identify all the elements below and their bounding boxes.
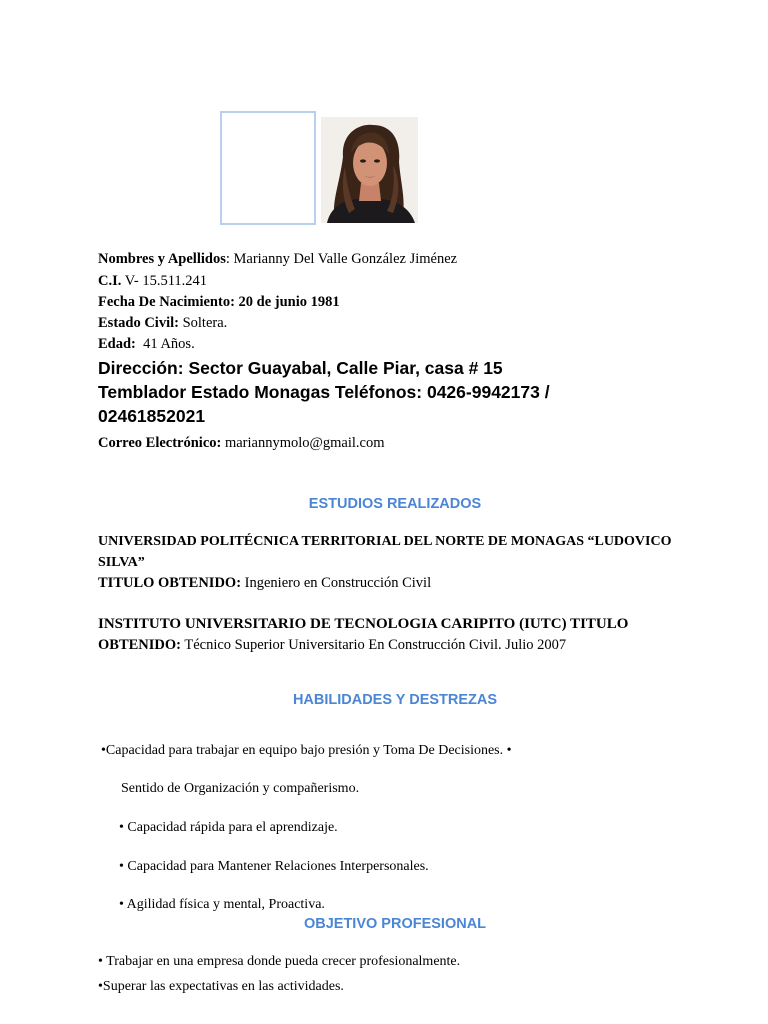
- objective-item: • Trabajar en una empresa donde pueda crecer profesionalmente.: [98, 954, 461, 969]
- ci-label: C.I.: [98, 273, 122, 289]
- institute-title-line: [98, 635, 566, 656]
- address-line-2: Temblador Estado Monagas Teléfonos: 0426-9942173 /: [98, 382, 550, 402]
- institute-title-label: OBTENIDO:: [98, 637, 181, 653]
- skill-item: • Capacidad para Mantener Relaciones Interpersonales.: [119, 859, 429, 874]
- photo-frame: [220, 111, 316, 225]
- email-line: [98, 433, 385, 454]
- portrait-image: [321, 117, 418, 223]
- address-line-3: 02461852021: [98, 406, 206, 426]
- name-line: [98, 249, 457, 270]
- ci-value: V- 15.511.241: [121, 273, 208, 289]
- birth-label: Fecha De Nacimiento:: [98, 294, 235, 310]
- institute-line-1: INSTITUTO UNIVERSITARIO DE TECNOLOGIA CARIPITO (IUTC) TITULO: [98, 616, 629, 632]
- birth-value: 20 de junio 1981: [234, 294, 340, 310]
- age-line: [98, 334, 195, 355]
- birth-line: [98, 292, 340, 313]
- university-title-value: Ingeniero en Construcción Civil: [241, 575, 432, 591]
- university-title-label: TITULO OBTENIDO:: [98, 575, 242, 591]
- skill-item: •Capacidad para trabajar en equipo bajo presión y Toma De Decisiones. •: [101, 743, 512, 758]
- university-line-1: UNIVERSIDAD POLITÉCNICA TERRITORIAL DEL NORTE DE MONAGAS “LUDOVICO: [98, 534, 672, 549]
- name-value: : Marianny Del Valle González Jiménez: [225, 251, 458, 267]
- civil-label: Estado Civil:: [98, 315, 179, 331]
- objective-heading: OBJETIVO PROFESIONAL: [303, 916, 487, 932]
- skill-item: • Agilidad física y mental, Proactiva.: [119, 897, 325, 912]
- civil-value: Soltera.: [178, 315, 228, 331]
- skills-heading: HABILIDADES Y DESTREZAS: [292, 692, 498, 708]
- profile-photo: [321, 117, 418, 223]
- email-label: Correo Electrónico:: [98, 435, 222, 451]
- objective-item: •Superar las expectativas en las actividades.: [98, 979, 344, 994]
- address-line-1: Dirección: Sector Guayabal, Calle Piar, casa # 15: [98, 358, 503, 378]
- skill-item: Sentido de Organización y compañerismo.: [121, 781, 360, 796]
- civil-line: [98, 313, 227, 334]
- skill-item: • Capacidad rápida para el aprendizaje.: [119, 820, 338, 835]
- email-value: mariannymolo@gmail.com: [221, 435, 385, 451]
- age-value: 41 Años.: [135, 336, 195, 352]
- university-line-2: SILVA”: [98, 555, 145, 570]
- age-label: Edad:: [98, 336, 136, 352]
- ci-line: [98, 271, 207, 292]
- university-title-line: [98, 573, 431, 594]
- name-label: Nombres y Apellidos: [98, 251, 226, 267]
- institute-title-value: Técnico Superior Universitario En Construcción Civil. Julio 2007: [181, 637, 567, 653]
- education-heading: ESTUDIOS REALIZADOS: [308, 496, 482, 512]
